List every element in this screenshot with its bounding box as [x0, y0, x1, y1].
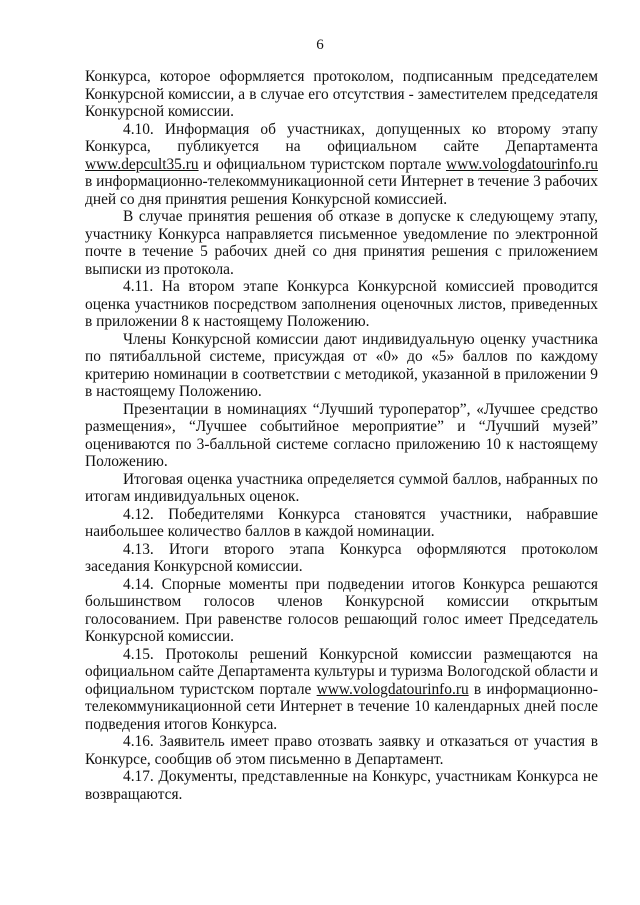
paragraph — [85, 506, 598, 541]
paragraph — [85, 121, 598, 209]
paragraph — [85, 768, 598, 803]
paragraph-text: 4.13. Итоги второго этапа Конкурса оформляются протоколом заседания Конкурсной комиссии. — [85, 540, 598, 575]
paragraph-text: 4.15. Протоколы решений Конкурсной комиссии размещаются на официальном сайте Департамента культуры и туризма Вологодской области и официальном туристском портале — [85, 645, 598, 698]
paragraph-text: 4.16. Заявитель имеет право отозвать заявку и отказаться от участия в Конкурсе, сообщив об этом письменно в Департамент. — [85, 733, 598, 768]
paragraph-text: в информационно-телекоммуникационной сети Интернет в течение 3 рабочих дней со дня принятия решения Конкурсной комиссией. — [85, 173, 598, 208]
paragraph-text: и официальном туристском портале — [198, 155, 446, 173]
paragraph — [85, 576, 598, 646]
paragraph — [85, 401, 598, 471]
paragraph — [85, 733, 598, 768]
paragraph-text: В случае принятия решения об отказе в допуске к следующему этапу, участнику Конкурса направляется письменное уведомление по электронной почте в течение 5 рабочих дней со дня принятия решения с приложением выписки из протокола. — [85, 208, 598, 278]
website-link[interactable]: www.depcult35.ru — [85, 155, 199, 173]
paragraph — [85, 471, 598, 506]
paragraph-text: 4.10. Информация об участниках, допущенных ко второму этапу Конкурса, публикуется на официальном сайте Департамента — [85, 120, 598, 155]
document-body — [85, 68, 598, 803]
paragraph — [85, 208, 598, 278]
website-link[interactable]: www.vologdatourinfo.ru — [445, 155, 598, 173]
page-number: 6 — [316, 37, 324, 53]
website-link[interactable]: www.vologdatourinfo.ru — [316, 680, 469, 698]
paragraph-text: Конкурса, которое оформляется протоколом, подписанным председателем Конкурсной комиссии, а в случае его отсутствия - заместителем председателя Конкурсной комиссии. — [85, 68, 598, 120]
paragraph-text: Презентации в номинациях “Лучший туроператор”, «Лучшее средство размещения», “Лучшее событийное мероприятие” и “Лучший музей” оцениваются по 3-балльной системе согласно приложению 10 к настоящему Положению. — [85, 400, 598, 470]
paragraph-text: Члены Конкурсной комиссии дают индивидуальную оценку участника по пятибалльной системе, присуждая от «0» до «5» баллов по каждому критерию номинации в соответствии с методикой, указанной в приложении 9 в настоящему Положению. — [85, 330, 598, 400]
paragraph — [85, 646, 598, 734]
paragraph — [85, 331, 598, 401]
paragraph-text: 4.17. Документы, представленные на Конкурс, участникам Конкурса не возвращаются. — [85, 768, 598, 803]
paragraph-text: 4.12. Победителями Конкурса становятся участники, набравшие наибольшее количество баллов в каждой номинации. — [85, 505, 598, 540]
paragraph-text: Итоговая оценка участника определяется суммой баллов, набранных по итогам индивидуальных оценок. — [85, 470, 598, 505]
paragraph-text: в информационно-телекоммуникационной сети Интернет в течение 10 календарных дней после подведения итогов Конкурса. — [85, 680, 598, 733]
paragraph — [85, 278, 598, 331]
paragraph — [85, 541, 598, 576]
paragraph-text: 4.14. Спорные моменты при подведении итогов Конкурса решаются большинством голосов членов Конкурсной комиссии открытым голосованием. При равенстве голосов решающий голос имеет Председатель Конкурсной комиссии. — [85, 575, 598, 645]
paragraph — [85, 68, 598, 121]
paragraph-text: 4.11. На втором этапе Конкурса Конкурсной комиссией проводится оценка участников посредством заполнения оценочных листов, приведенных в приложении 8 к настоящему Положению. — [85, 278, 598, 330]
